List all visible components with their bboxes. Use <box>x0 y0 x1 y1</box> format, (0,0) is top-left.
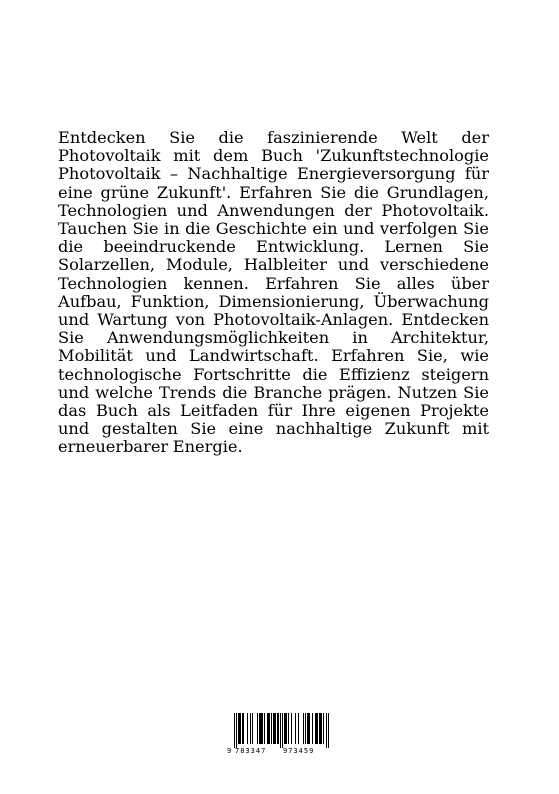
barcode-bar <box>309 713 310 744</box>
barcode-bar <box>273 713 274 744</box>
barcode-bar <box>308 713 309 744</box>
barcode-bar <box>250 713 251 744</box>
barcode-bar <box>262 713 263 744</box>
book-description: Entdecken Sie die faszinierende Welt der Photovoltaik mit dem Buch 'Zukunftstechnologie Photovoltaik – Nachhaltige Energieversorgung für eine grüne Zukunft'. Erfahren Sie die Grundlagen, Technologien und Anwendungen der Photovoltaik. Tauchen Sie in die Geschichte ein und verfolgen Sie die beeindruckende Entwicklung. Lernen Sie Solarzellen, Module, Halbleiter und verschiedene Technologien kennen. Erfahren Sie alles über Aufbau, Funktion, Dimensionierung, Überwachung und Wartung von Photovoltaik-Anlagen. Entdecken Sie Anwendungsmöglichkeiten in Architektur, Mobilität und Landwirtschaft. Erfahren Sie, wie technologische Fortschritte die Effizienz steigern und welche Trends die Branche prägen. Nutzen Sie das Buch als Leitfaden für Ihre eigenen Projekte und gestalten Sie eine nachhaltige Zukunft mit erneuerbarer Energie. <box>58 128 489 457</box>
barcode-bar <box>264 713 265 744</box>
barcode-bar <box>267 713 268 744</box>
barcode-bar <box>236 713 237 748</box>
barcode-digits-right: 973459 <box>283 747 315 755</box>
barcode-bar <box>260 713 261 744</box>
barcode-number <box>226 746 332 756</box>
barcode-bar <box>271 713 272 744</box>
barcode-bar <box>274 713 275 744</box>
barcode-bar <box>239 713 240 744</box>
barcode-bar <box>282 713 283 748</box>
barcode-bar <box>247 713 248 744</box>
barcode-bar <box>321 713 322 744</box>
barcode-bar <box>234 713 235 748</box>
barcode-bar <box>315 713 316 744</box>
barcode-bar <box>261 713 262 744</box>
barcode-bar <box>326 713 327 748</box>
barcode-bar <box>280 713 281 748</box>
barcode-bar <box>284 713 285 744</box>
barcode-bar <box>307 713 308 744</box>
barcode-bar <box>323 713 324 744</box>
isbn-barcode <box>226 712 332 756</box>
barcode-bar <box>240 713 241 744</box>
barcode-bar <box>305 713 306 744</box>
barcode-bar <box>275 713 276 744</box>
barcode-bar <box>257 713 258 744</box>
barcode-digit-first: 9 <box>227 747 232 755</box>
barcode-bar <box>316 713 317 744</box>
barcode-bar <box>252 713 253 744</box>
barcode-bars <box>226 712 332 748</box>
barcode-bar <box>295 713 296 744</box>
barcode-bar <box>303 713 304 744</box>
barcode-bar <box>320 713 321 744</box>
barcode-bar <box>259 713 260 744</box>
barcode-bar <box>269 713 270 744</box>
barcode-bar <box>312 713 313 744</box>
barcode-bar <box>319 713 320 744</box>
barcode-bar <box>328 713 329 748</box>
barcode-bar <box>317 713 318 744</box>
barcode-bar <box>277 713 278 744</box>
barcode-bar <box>278 713 279 744</box>
barcode-bar <box>238 713 239 744</box>
barcode-digits-left: 783347 <box>235 747 267 755</box>
barcode-bar <box>268 713 269 744</box>
barcode-bar <box>286 713 287 744</box>
barcode-bar <box>298 713 299 744</box>
barcode-bar <box>291 713 292 744</box>
barcode-bar <box>285 713 286 744</box>
barcode-bar <box>243 713 244 744</box>
barcode-bar <box>242 713 243 744</box>
barcode-bar <box>288 713 289 744</box>
